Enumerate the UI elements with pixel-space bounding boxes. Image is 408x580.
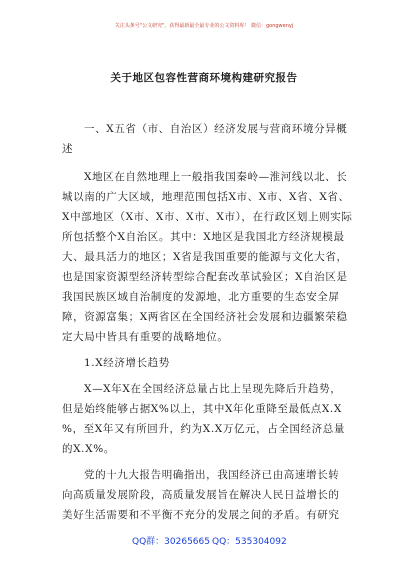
body-line: 大、最具活力的地区；X省是我国重要的能源与文化大省， [62, 251, 348, 263]
body-line: X地区在自然地理上一般指我国秦岭—淮河线以北、长 [84, 171, 348, 183]
body-line: 美好生活需要和不平衡不充分的发展之间的矛盾。有研究 [62, 509, 340, 521]
qq-contact-link[interactable]: QQ：535304092 [212, 537, 287, 547]
body-line: 但是始终能够占据X%以上，其中X年化重降至最低点X.X [62, 403, 342, 415]
body-line: 一、X五省（市、自治区）经济发展与营商环境分异概 [84, 123, 348, 135]
body-line: 障，资源富集；X两省区在全国经济社会发展和边疆繁荣稳 [62, 311, 348, 323]
document-title: 关于地区包容性营商环境构建研究报告 [110, 72, 298, 84]
body-line: X—X年X在全国经济总量占比上呈现先降后升趋势， [84, 383, 342, 395]
body-line: X中部地区（X市、X市、X市、X市），在行政区划上则实际 [62, 211, 353, 223]
body-line: 也是国家资源型经济转型综合配套改革试验区；X自治区是 [62, 271, 348, 283]
body-line: 定大局中皆具有重要的战略地位。 [62, 331, 229, 343]
section-heading: 1.X经济增长趋势 [84, 357, 170, 369]
body-line: 党的十九大报告明确指出，我国经济已由高速增长转 [84, 469, 340, 481]
body-line: 述 [62, 143, 74, 155]
header-banner: 关注头条号"公文研究"，获得最新最全最专业的公文资料库！ 微信：gongwenyj [114, 23, 294, 29]
body-line: 向高质量发展阶段，高质量发展旨在解决人民日益增长的 [62, 489, 340, 501]
qq-group-link[interactable]: QQ群：30265665 [132, 537, 210, 547]
body-line: %，至X年又有所回升，约为X.X万亿元，占全国经济总量 [62, 423, 345, 435]
body-line: 城以南的广大区域，地理范围包括X市、X市、X省、X省、 [62, 191, 350, 203]
body-line: 的X.X%。 [62, 443, 115, 455]
body-line: 我国民族区域自治制度的发源地，北方重要的生态安全屏 [62, 291, 340, 303]
body-line: 所包括整个X自治区。其中：X地区是我国北方经济规模最 [62, 231, 345, 243]
